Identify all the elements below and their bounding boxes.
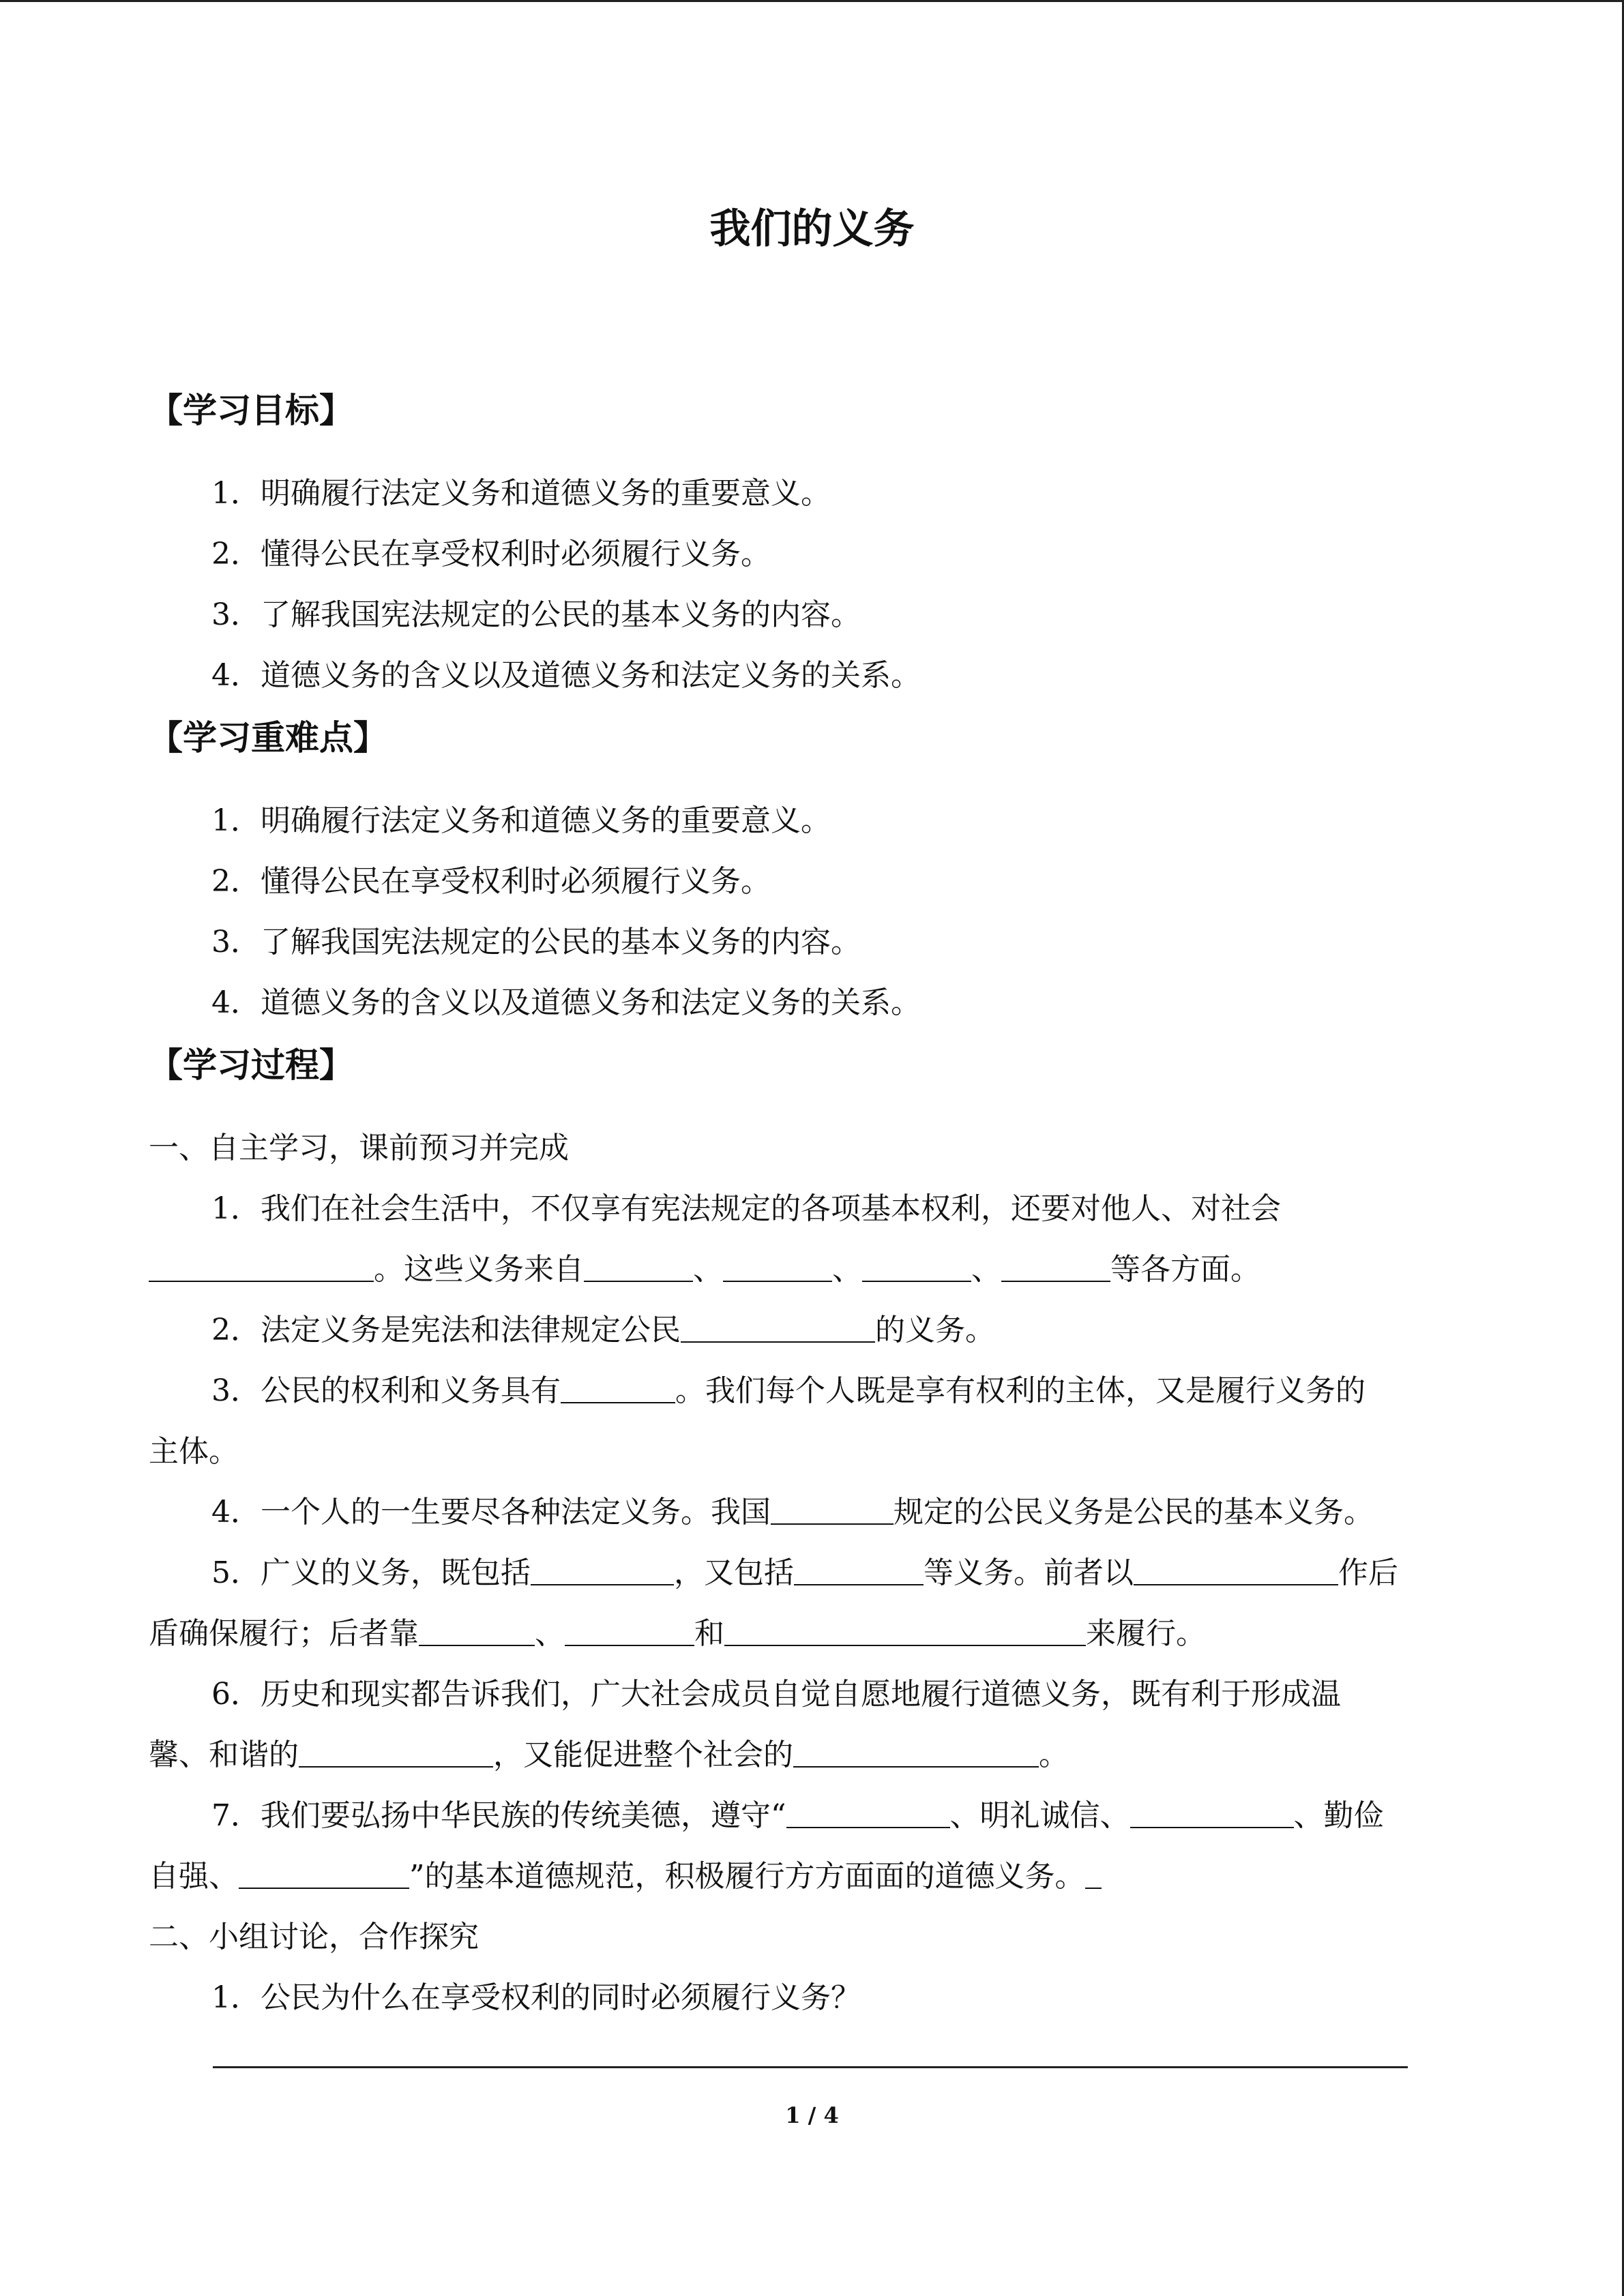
question-3-line-2: 主体。 (149, 1434, 239, 1469)
part2-heading: 二、小组讨论，合作探究 (149, 1920, 479, 1954)
part1-heading: 一、自主学习，课前预习并完成 (149, 1131, 569, 1165)
question-3-line-1: 3．公民的权利和义务具有 。我们每个人既是享有权利的主体，又是履行义务的 (211, 1373, 1365, 1408)
answer-blank[interactable] (419, 1617, 535, 1646)
question-7-line-2: 自强、 ”的基本道德规范，积极履行方方面面的道德义务。 (149, 1859, 1102, 1895)
section-heading-process: 【学习过程】 (149, 1045, 353, 1085)
section-heading-keypoints: 【学习重难点】 (149, 718, 387, 758)
goal-item: 1．明确履行法定义务和道德义务的重要意义。 (211, 476, 831, 511)
answer-blank[interactable] (1130, 1800, 1294, 1828)
answer-blank[interactable] (793, 1739, 1039, 1768)
answer-blank[interactable] (1001, 1253, 1110, 1282)
answer-blank[interactable] (239, 1860, 409, 1889)
keypoint-item: 1．明确履行法定义务和道德义务的重要意义。 (211, 803, 831, 838)
question-4: 4．一个人的一生要尽各种法定义务。我国 规定的公民义务是公民的基本义务。 (211, 1495, 1374, 1530)
goal-item: 2．懂得公民在享受权利时必须履行义务。 (211, 537, 771, 571)
answer-blank[interactable] (584, 1253, 693, 1282)
footer-rule (213, 2066, 1408, 2068)
question-1-line-1: 1．我们在社会生活中，不仅享有宪法规定的各项基本权利，还要对他人、对社会 (211, 1191, 1281, 1226)
answer-blank[interactable] (723, 1253, 832, 1282)
answer-blank[interactable] (724, 1617, 1086, 1646)
keypoint-item: 4．道德义务的含义以及道德义务和法定义务的关系。 (211, 985, 921, 1020)
discussion-question-1: 1．公民为什么在享受权利的同时必须履行义务？ (211, 1980, 861, 2015)
answer-blank[interactable] (299, 1739, 493, 1768)
answer-blank[interactable] (561, 1375, 675, 1403)
answer-blank[interactable] (531, 1557, 674, 1585)
answer-blank[interactable] (771, 1496, 894, 1525)
section-heading-goals: 【学习目标】 (149, 391, 353, 430)
page-title: 我们的义务 (709, 205, 915, 253)
page-number: 1 / 4 (785, 2102, 839, 2128)
keypoint-item: 3．了解我国宪法规定的公民的基本义务的内容。 (211, 925, 861, 959)
answer-blank[interactable] (1085, 1860, 1102, 1889)
question-7-line-1: 7．我们要弘扬中华民族的传统美德，遵守“ 、明礼诚信、 、勤俭 (211, 1798, 1384, 1833)
answer-blank[interactable] (1134, 1557, 1338, 1585)
question-2: 2．法定义务是宪法和法律规定公民 的义务。 (211, 1313, 995, 1347)
question-1-line-2: 。这些义务来自 、 、 、 等各方面。 (149, 1252, 1260, 1288)
answer-blank[interactable] (862, 1253, 971, 1282)
answer-blank[interactable] (681, 1314, 875, 1343)
answer-blank[interactable] (565, 1617, 694, 1646)
page-top-border (0, 0, 1624, 2)
question-5-line-2: 盾确保履行；后者靠 、 和 来履行。 (149, 1616, 1206, 1651)
goal-item: 3．了解我国宪法规定的公民的基本义务的内容。 (211, 597, 861, 632)
keypoint-item: 2．懂得公民在享受权利时必须履行义务。 (211, 864, 771, 899)
question-6-line-2: 馨、和谐的 ，又能促进整个社会的 。 (149, 1738, 1069, 1772)
question-5-line-1: 5．广义的义务，既包括 ，又包括 等义务。前者以 作后 (211, 1555, 1398, 1590)
answer-blank[interactable] (149, 1253, 374, 1282)
answer-blank[interactable] (794, 1557, 924, 1585)
answer-blank[interactable] (786, 1800, 950, 1828)
goal-item: 4．道德义务的含义以及道德义务和法定义务的关系。 (211, 658, 921, 693)
question-6-line-1: 6．历史和现实都告诉我们，广大社会成员自觉自愿地履行道德义务，既有利于形成温 (211, 1677, 1341, 1712)
